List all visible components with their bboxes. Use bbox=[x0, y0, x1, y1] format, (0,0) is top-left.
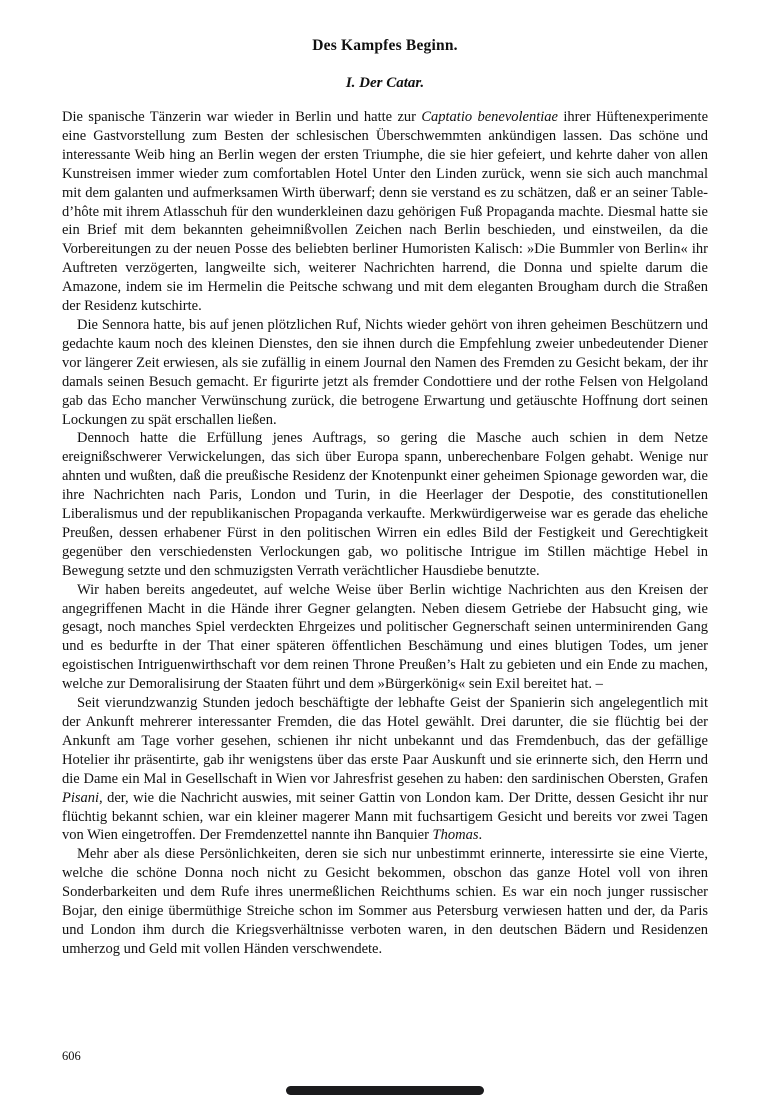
page-content bbox=[62, 0, 708, 959]
body-paragraph bbox=[62, 694, 708, 845]
body-paragraph bbox=[62, 581, 708, 694]
home-indicator bbox=[286, 1086, 484, 1095]
text-run: Mehr aber als diese Persönlichkeiten, deren sie sich nur unbestimmt erinnerte, interessirte sie eine Vierte, welche die schöne Donna noch nicht zu Gesicht bekommen, obschon das ganze Hotel voll von ihren Sonderbarkeiten und dem Rufe ihres unermeßlichen Reichthums schien. Es war ein noch junger russischer Bojar, den einige übermüthige Streiche schon im Sommer aus Petersburg verwiesen hatten und der, da Paris und London ihm durch die Kriegsverhältnisse verboten waren, in den deutschen Bädern und Residenzen umherzog und Geld mit vollen Händen verschwendete. bbox=[62, 846, 708, 957]
text-run: Dennoch hatte die Erfüllung jenes Auftrags, so gering die Masche auch schien in dem Netze ereignißschwerer Verwickelungen, das sich über Europa spann, unberechenbare Folgen gehabt. Wenige nur ahnten und wußten, daß die preußische Residenz der Knotenpunkt einer geheimen Spionage geworden war, die ihre Nachrichten nach Paris, London und Turin, in die Heerlager der Despotie, des constitutionellen Liberalismus und der republikanischen Propaganda verkaufte. Merkwürdigerweise war es gerade das eheliche Preußen, dessen erhabener Fürst in den politischen Wirren ein edles Bild der Festigkeit und Gerechtigkeit gegenüber den verschiedensten Verlockungen gab, wo politische Intrigue im Stillen mächtige Hebel in Bewegung setzte und den schmuzigsten Verrath verächtlicher Hausdiebe benutzte. bbox=[62, 430, 708, 579]
text-run: Wir haben bereits angedeutet, auf welche Weise über Berlin wichtige Nachrichten aus den Kreisen der angegriffenen Macht in die Hände ihrer Gegner gelangten. Neben diesem Getriebe der Habsucht ging, wie gesagt, noch manches Spiel verdeckten Ehrgeizes und politischer Gegnerschaft seinen unterminirenden Gang und es bedurfte in der That einer späteren öffentlichen Beschämung und eines blutigen Todes, um jener egoistischen Intriguenwirthschaft vor dem reinen Throne Preußen’s Halt zu gebieten und ein Ende zu machen, welche zur Demoralisirung der Staaten führt und dem »Bürgerkönig« sein Exil bereitet hat. – bbox=[62, 581, 708, 693]
page-title: Des Kampfes Beginn. bbox=[312, 37, 458, 54]
text-run: Die Sennora hatte, bis auf jenen plötzlichen Ruf, Nichts wieder gehört von ihren geheimen Beschützern und gedachte kaum noch des kleinen Dienstes, den sie ihnen durch die Empfehlung zweier unbedeutender Diener vor längerer Zeit erwiesen, als sie zufällig in einem Journal den Namen des Fremden zu Gesicht bekam, der ihr damals seinen Besuch gemacht. Er figurirte jetzt als fremder Condottiere und der rothe Felsen von Helgoland gab das Echo mancher Verwünschung zurück, die betrogene Erwartung und getäuschte Hoffnung dort seinen Lockungen zu spät erschallen ließen. bbox=[62, 316, 708, 428]
text-run: der, wie die Nachricht auswies, mit seiner Gattin von London kam. Der Dritte, dessen Gesicht ihr nur flüchtig bekannt schien, war ein kleiner magerer Mann mit fuchsartigem Gesicht und bereits vor zwei Tagen von Wien eingetroffen. Der Fremdenzettel nannte ihn Banquier bbox=[62, 789, 708, 844]
text-run: Seit vierundzwanzig Stunden jedoch beschäftigte der lebhafte Geist der Spanierin sich angelegentlich mit der Ankunft mehrerer interessanter Fremden, die das Hotel gewählt. Drei darunter, die sie flüchtig bei der Ankunft am Tage vorher gesehen, schienen ihr nicht unbekannt und das Fremdenbuch, das der gefällige Hotelier ihr präsentirte, gab ihr wenigstens über das erste Paar Auskunft und sie erinnerte sich, den Herrn und die Dame ein Mal in Gesellschaft in Wien vor Jahresfrist gesehen zu haben: den sardinischen Obersten, Grafen bbox=[62, 695, 708, 787]
body-paragraph bbox=[62, 429, 708, 580]
body-text bbox=[62, 108, 708, 959]
body-paragraph bbox=[62, 845, 708, 958]
chapter-heading: I. Der Catar. bbox=[345, 75, 425, 91]
body-paragraph bbox=[62, 316, 708, 429]
text-run: . bbox=[478, 827, 483, 844]
text-run: ihrer Hüftenexperimente eine Gastvorstellung zum Besten der schlesischen Überschwemmten ankündigen lassen. Das schöne und interessante Weib hing an Berlin wegen der ersten Triumphe, die sie hier gefeiert, und kehrte daher von allen Kunstreisen immer wieder zum comfortablen Hotel Unter den Linden zurück, wenn sie sich auch manchmal mit dem galanten und aufmerksamen Wirth überwarf; denn sie verstand es zu schätzen, daß er an seiner Table-d’hôte mit ihrem Atlasschuh für den wunderkleinen dazu gehörigen Fuß Propaganda machte. Diesmal hatte sie ein Brief mit dem bekannten geheimnißvollen Zeichen nach Berlin beschieden, und einstweilen, da die Vorbereitungen zu der neuen Posse des beliebten berliner Humoristen Kalisch: »Die Bummler von Berlin« ihr Auftreten verzögerten, langweilte sich, weiterer Nachrichten harrend, die Donna und spielte darum die Amazone, indem sie im Hermelin die Peitsche schwang und mit dem eleganten Brougham durch die Straßen der Residenz kutschirte. bbox=[62, 109, 709, 315]
body-paragraph bbox=[62, 108, 708, 316]
text-run: Die spanische Tänzerin war wieder in Berlin und hatte zur bbox=[62, 109, 422, 125]
italic-run: Captatio benevolentiae bbox=[421, 109, 558, 125]
italic-run: Pisani, bbox=[62, 789, 103, 806]
page-number: 606 bbox=[62, 1049, 81, 1063]
italic-run: Thomas bbox=[432, 827, 479, 844]
